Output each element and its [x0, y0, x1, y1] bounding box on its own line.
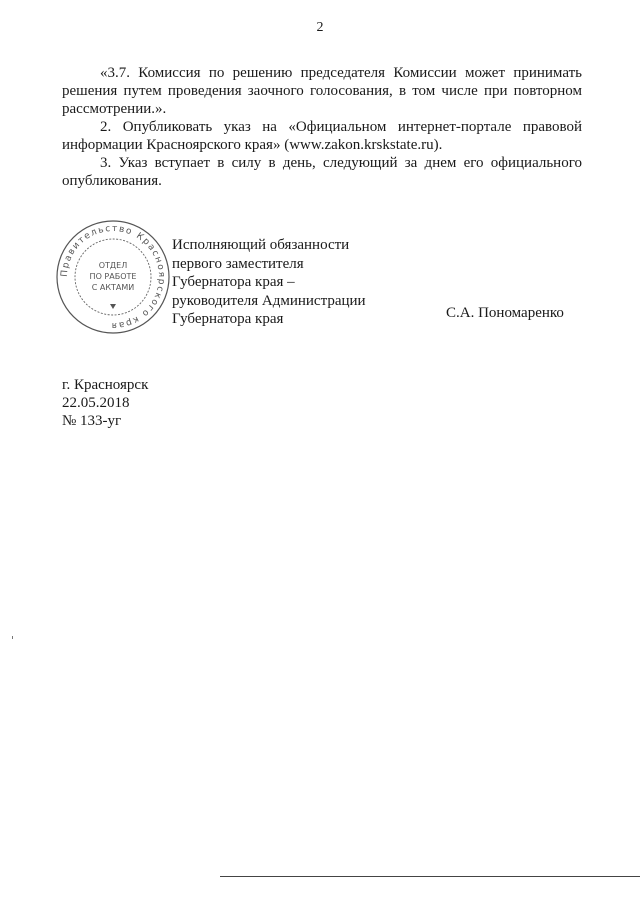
paragraph-effective: 3. Указ вступает в силу в день, следующий за днем его официального опубликования. — [62, 155, 582, 189]
paragraph-publish: 2. Опубликовать указ на «Официальном интернет-портале правовой информации Красноярского края» (www.zakon.krskstate.ru). — [62, 119, 582, 153]
signatory-position-line: Исполняющий обязанности — [172, 237, 350, 253]
page-number: 2 — [316, 20, 324, 35]
scan-artifact — [12, 636, 13, 639]
stamp-center-line-3: С АКТАМИ — [91, 283, 135, 292]
signatory-name: С.А. Пономаренко — [446, 305, 564, 321]
signatory-position-line: Губернатора края — [172, 311, 284, 327]
signatory-position-line: первого заместителя — [172, 255, 304, 272]
document-footer — [62, 376, 148, 430]
signatory-position-line: Губернатора края – — [172, 274, 295, 290]
scan-edge-line — [220, 876, 640, 877]
signatory-position — [172, 236, 366, 329]
place-of-signing: г. Красноярск — [62, 377, 149, 393]
stamp-ring-text: Правительство Красноярского края — [59, 223, 167, 331]
paragraph-amendment: «3.7. Комиссия по решению председателя Комиссии может принимать решения путем проведения заочного голосования, в том числе при повторном рассмотрении.». — [62, 65, 582, 117]
document-number: № 133-уг — [62, 413, 122, 429]
signatory-position-line: руководителя Администрации — [172, 292, 366, 309]
stamp-center-line-2: ПО РАБОТЕ — [89, 272, 137, 281]
official-stamp — [54, 218, 172, 336]
document-date: 22.05.2018 — [62, 395, 130, 411]
stamp-center-line-1: ОТДЕЛ — [98, 261, 128, 270]
